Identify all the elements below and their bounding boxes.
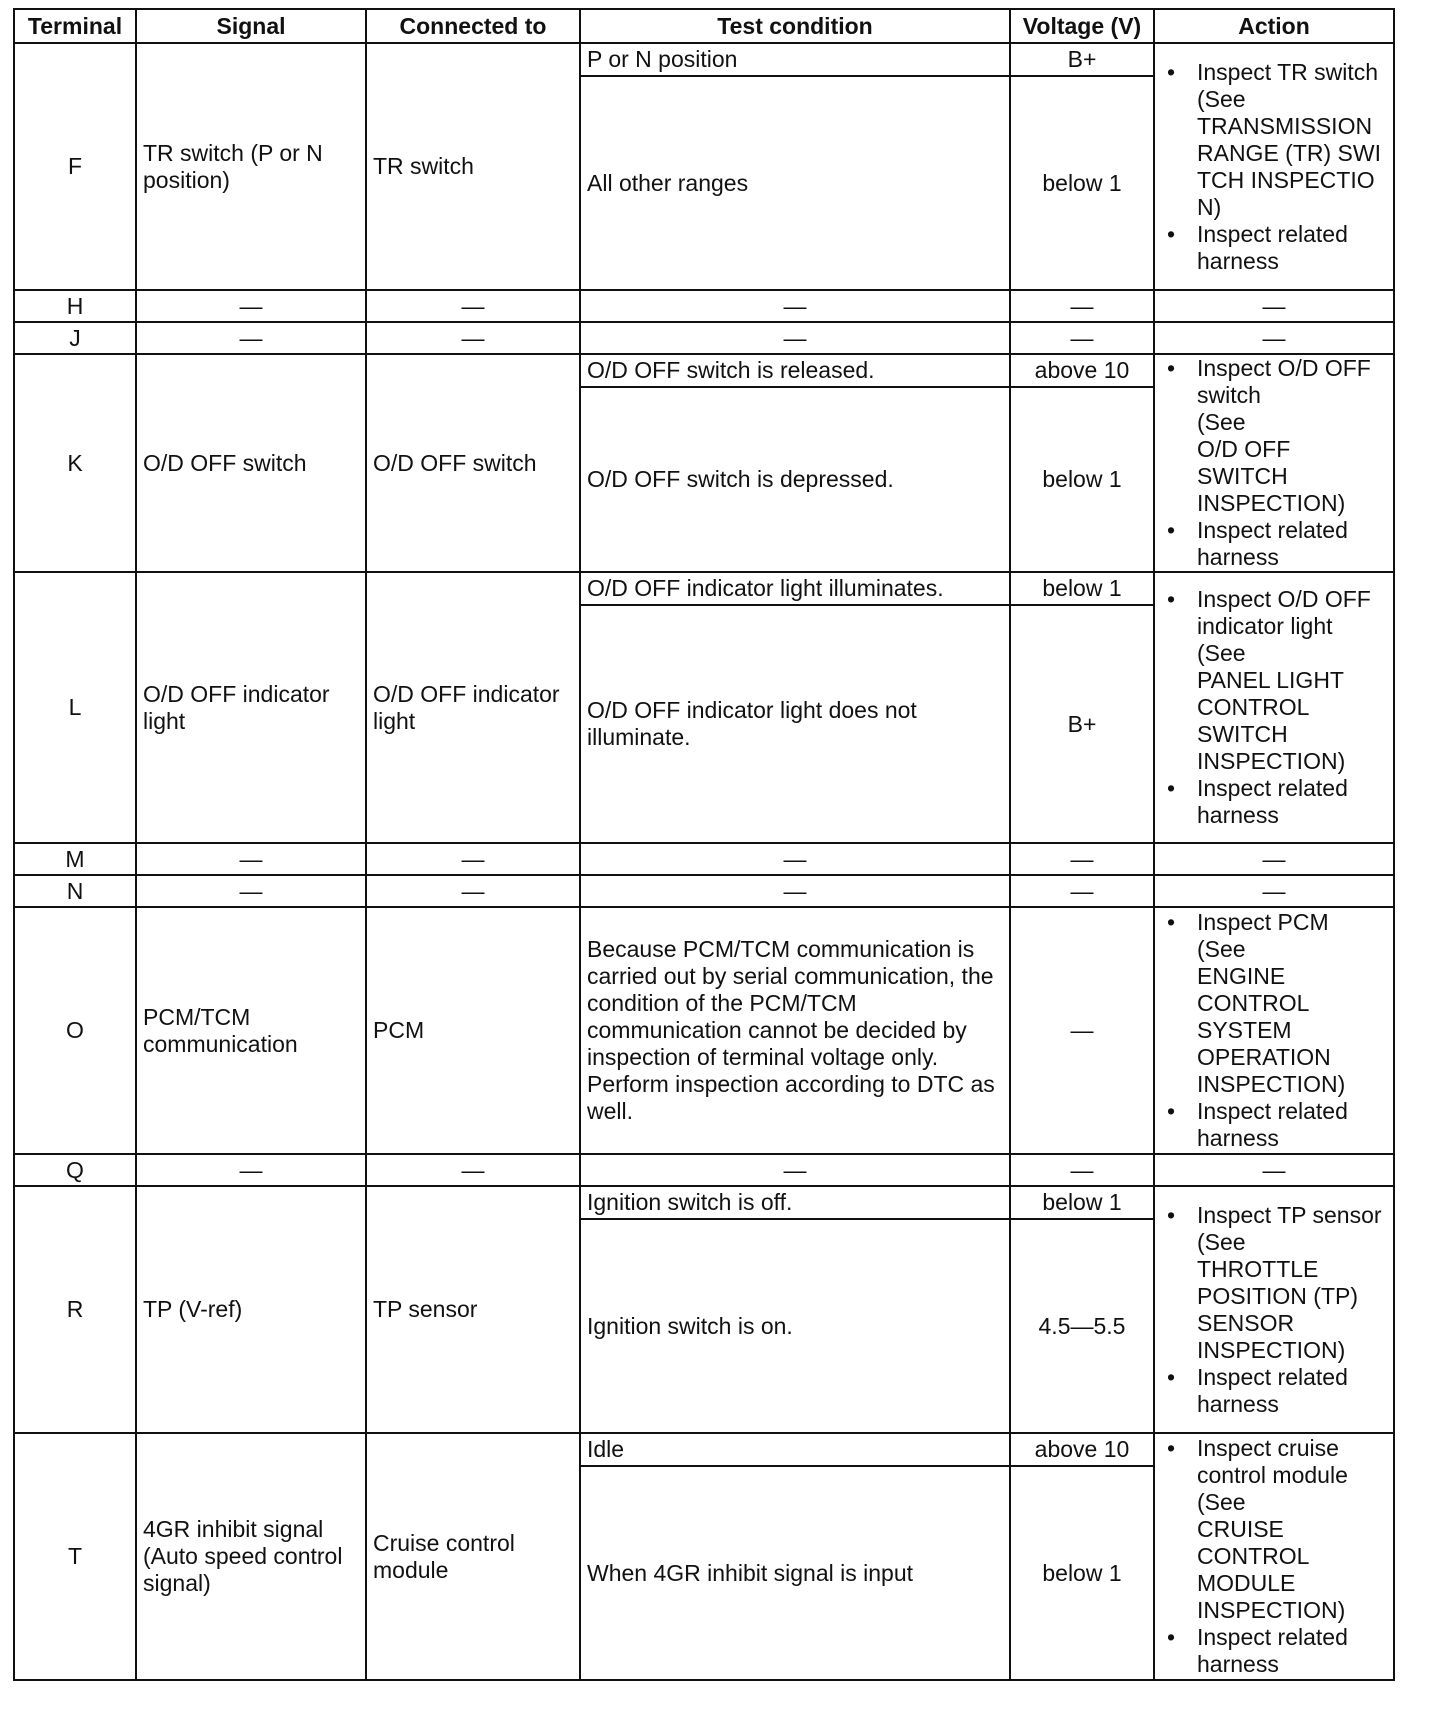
terminal-voltage-table <box>13 8 1395 1681</box>
signal-cell: — <box>136 322 366 354</box>
connected-cell: PCM <box>366 907 580 1154</box>
action-see: (See <box>1197 1489 1246 1515</box>
signal-cell: 4GR inhibit signal (Auto speed control signal) <box>136 1433 366 1680</box>
connected-cell: — <box>366 1154 580 1186</box>
action-text: Inspect cruise control module <box>1197 1435 1348 1488</box>
action-item <box>1197 1202 1387 1364</box>
header-action: Action <box>1154 9 1394 43</box>
action-list <box>1161 1202 1387 1418</box>
action-item <box>1197 909 1387 1098</box>
terminal-cell: T <box>14 1433 136 1680</box>
condition-cell: — <box>580 1154 1010 1186</box>
action-cell <box>1154 354 1394 572</box>
table-row <box>14 1433 1394 1466</box>
condition-cell: O/D OFF switch is depressed. <box>580 387 1010 572</box>
signal-cell: O/D OFF switch <box>136 354 366 572</box>
action-text: Inspect TP sensor <box>1197 1201 1382 1228</box>
terminal-cell: H <box>14 290 136 322</box>
header-signal: Signal <box>136 9 366 43</box>
terminal-cell: M <box>14 843 136 875</box>
table-row <box>14 43 1394 76</box>
action-list <box>1161 586 1387 829</box>
condition-cell: — <box>580 322 1010 354</box>
condition-cell: All other ranges <box>580 76 1010 290</box>
connected-cell: O/D OFF switch <box>366 354 580 572</box>
terminal-cell: K <box>14 354 136 572</box>
action-item <box>1197 59 1387 221</box>
action-item <box>1197 1435 1387 1624</box>
action-item: • Inspect related harness <box>1197 1364 1387 1418</box>
connected-cell: — <box>366 290 580 322</box>
signal-cell: — <box>136 875 366 907</box>
voltage-cell: below 1 <box>1010 387 1154 572</box>
connected-cell: — <box>366 322 580 354</box>
connected-cell: TP sensor <box>366 1186 580 1433</box>
action-see: (See <box>1197 640 1246 666</box>
signal-cell: PCM/TCM communication <box>136 907 366 1154</box>
table-row <box>14 1154 1394 1186</box>
voltage-cell: — <box>1010 843 1154 875</box>
action-see: (See <box>1197 1228 1246 1255</box>
signal-cell: TR switch (P or N position) <box>136 43 366 290</box>
action-see: (See <box>1197 936 1246 962</box>
action-cell: — <box>1154 1154 1394 1186</box>
action-cell <box>1154 43 1394 290</box>
signal-cell: — <box>136 843 366 875</box>
terminal-cell: N <box>14 875 136 907</box>
voltage-cell: above 10 <box>1010 354 1154 387</box>
condition-cell: Ignition switch is off. <box>580 1186 1010 1219</box>
action-ref: THROTTLE POSITION (TP) SENSOR INSPECTION) <box>1197 1255 1358 1363</box>
terminal-cell: F <box>14 43 136 290</box>
action-text: Inspect PCM <box>1197 909 1329 935</box>
table-row <box>14 1186 1394 1219</box>
terminal-cell: R <box>14 1186 136 1433</box>
action-text: Inspect TR switch <box>1197 58 1379 85</box>
voltage-cell: B+ <box>1010 605 1154 843</box>
table-row <box>14 572 1394 605</box>
condition-cell: — <box>580 875 1010 907</box>
action-ref: ENGINE CONTROL SYSTEM OPERATION INSPECTION) <box>1197 963 1346 1097</box>
action-cell <box>1154 907 1394 1154</box>
terminal-cell: Q <box>14 1154 136 1186</box>
voltage-cell: below 1 <box>1010 1466 1154 1680</box>
action-item: • Inspect related harness <box>1197 221 1387 275</box>
action-cell: — <box>1154 875 1394 907</box>
connected-cell: TR switch <box>366 43 580 290</box>
action-cell: — <box>1154 290 1394 322</box>
terminal-cell: L <box>14 572 136 843</box>
table-header <box>14 9 1394 43</box>
condition-cell: O/D OFF indicator light illuminates. <box>580 572 1010 605</box>
connected-cell: — <box>366 843 580 875</box>
action-item: • Inspect related harness <box>1197 775 1387 829</box>
action-ref: CRUISE CONTROL MODULE INSPECTION) <box>1197 1516 1346 1623</box>
header-connected-to: Connected to <box>366 9 580 43</box>
table-row <box>14 875 1394 907</box>
condition-cell: Ignition switch is on. <box>580 1219 1010 1433</box>
terminal-cell: O <box>14 907 136 1154</box>
action-list <box>1161 1435 1387 1678</box>
action-list <box>1161 909 1387 1152</box>
voltage-cell: — <box>1010 1154 1154 1186</box>
signal-cell: — <box>136 290 366 322</box>
voltage-cell: — <box>1010 322 1154 354</box>
table-row <box>14 843 1394 875</box>
condition-cell: O/D OFF switch is released. <box>580 354 1010 387</box>
action-text: Inspect O/D OFF switch <box>1197 355 1371 408</box>
voltage-cell: below 1 <box>1010 1186 1154 1219</box>
connected-cell: — <box>366 875 580 907</box>
voltage-cell: 4.5—5.5 <box>1010 1219 1154 1433</box>
action-cell <box>1154 1186 1394 1433</box>
voltage-cell: — <box>1010 907 1154 1154</box>
action-item <box>1197 355 1387 517</box>
connected-cell: O/D OFF indicator light <box>366 572 580 843</box>
header-row <box>14 9 1394 43</box>
action-see: (See <box>1197 85 1246 112</box>
condition-cell: — <box>580 843 1010 875</box>
voltage-cell: B+ <box>1010 43 1154 76</box>
header-test-condition: Test condition <box>580 9 1010 43</box>
action-ref: TRANSMISSION RANGE (TR) SWITCH INSPECTION) <box>1197 112 1381 220</box>
action-list <box>1161 59 1387 275</box>
connected-cell: Cruise control module <box>366 1433 580 1680</box>
signal-cell: O/D OFF indicator light <box>136 572 366 843</box>
voltage-cell: — <box>1010 875 1154 907</box>
signal-cell: — <box>136 1154 366 1186</box>
action-text: Inspect O/D OFF indicator light <box>1197 586 1371 639</box>
condition-cell: When 4GR inhibit signal is input <box>580 1466 1010 1680</box>
action-see: (See <box>1197 409 1246 435</box>
action-item <box>1197 586 1387 775</box>
action-ref: PANEL LIGHT CONTROL SWITCH INSPECTION) <box>1197 667 1346 774</box>
header-voltage: Voltage (V) <box>1010 9 1154 43</box>
action-ref: O/D OFF SWITCH INSPECTION) <box>1197 436 1346 516</box>
action-item: • Inspect related harness <box>1197 1098 1387 1152</box>
action-list <box>1161 355 1387 571</box>
condition-cell: O/D OFF indicator light does not illuminate. <box>580 605 1010 843</box>
table-row <box>14 354 1394 387</box>
action-item: • Inspect related harness <box>1197 517 1387 571</box>
action-cell <box>1154 1433 1394 1680</box>
terminal-cell: J <box>14 322 136 354</box>
condition-cell: P or N position <box>580 43 1010 76</box>
action-cell: — <box>1154 843 1394 875</box>
table-row <box>14 907 1394 1154</box>
action-cell: — <box>1154 322 1394 354</box>
condition-cell: Idle <box>580 1433 1010 1466</box>
voltage-cell: — <box>1010 290 1154 322</box>
signal-cell: TP (V-ref) <box>136 1186 366 1433</box>
voltage-cell: below 1 <box>1010 572 1154 605</box>
table-row <box>14 290 1394 322</box>
condition-cell: Because PCM/TCM communication is carried out by serial communication, the condition of the PCM/TCM communication cannot be decided by inspection of terminal voltage only. Perform inspection according to DTC as well. <box>580 907 1010 1154</box>
header-terminal: Terminal <box>14 9 136 43</box>
condition-cell: — <box>580 290 1010 322</box>
action-cell <box>1154 572 1394 843</box>
table-row <box>14 322 1394 354</box>
action-item: • Inspect related harness <box>1197 1624 1387 1678</box>
voltage-cell: above 10 <box>1010 1433 1154 1466</box>
voltage-cell: below 1 <box>1010 76 1154 290</box>
